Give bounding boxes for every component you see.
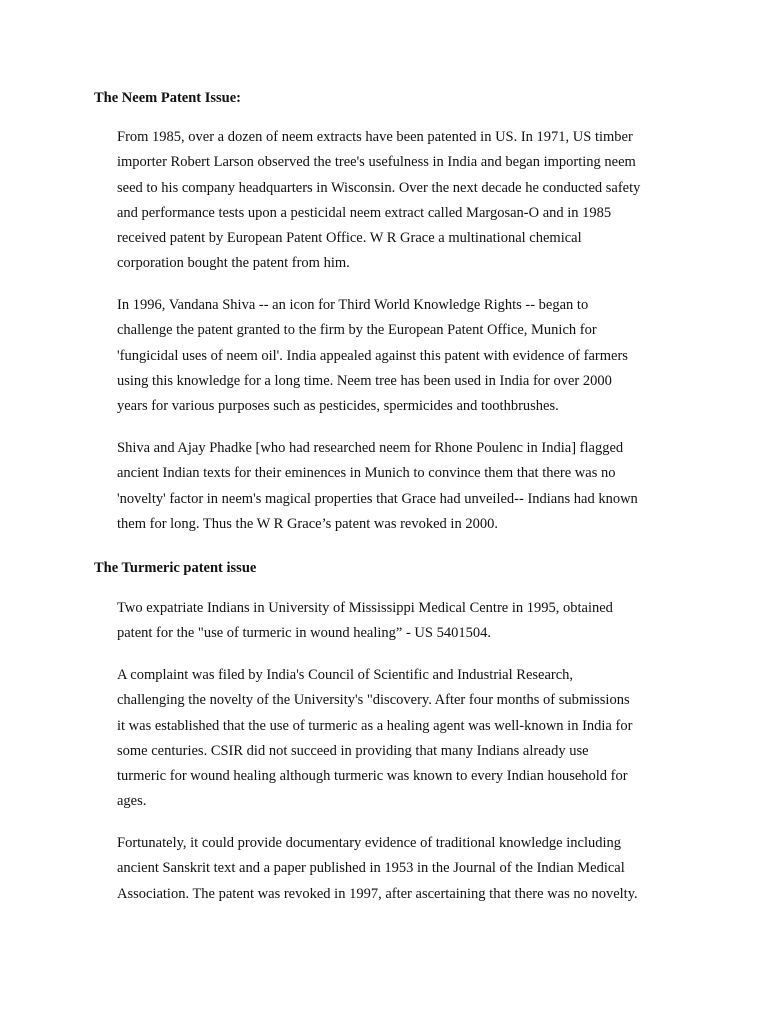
paragraph-neem-3: [117, 436, 657, 537]
text-line: them for long. Thus the W R Grace’s patent was revoked in 2000.: [117, 515, 498, 532]
text-line: Shiva and Ajay Phadke [who had researched neem for Rhone Poulenc in India] flagged: [117, 440, 624, 456]
text-line: 'novelty' factor in neem's magical properties that Grace had unveiled-- Indians had known: [117, 490, 638, 507]
text-line: turmeric for wound healing although turmeric was known to every Indian household for: [117, 768, 628, 785]
text-line: corporation bought the patent from him.: [117, 255, 350, 272]
text-line: Association. The patent was revoked in 1997, after ascertaining that there was no novelty.: [117, 885, 638, 902]
text-line: patent for the "use of turmeric in wound healing” - US 5401504.: [117, 625, 491, 642]
text-line: ancient Sanskrit text and a paper published in 1953 in the Journal of the Indian Medical: [117, 860, 625, 877]
section-heading-neem: The Neem Patent Issue:: [94, 90, 241, 106]
paragraph-turmeric-3: [117, 831, 657, 907]
text-line: Two expatriate Indians in University of Mississippi Medical Centre in 1995, obtained: [117, 600, 613, 616]
text-line: received patent by European Patent Office. W R Grace a multinational chemical: [117, 230, 582, 247]
text-line: Fortunately, it could provide documentary evidence of traditional knowledge including: [117, 835, 622, 851]
paragraph-neem-2: [117, 293, 657, 419]
paragraph-turmeric-2: [117, 663, 657, 815]
text-line: some centuries. CSIR did not succeed in providing that many Indians already use: [117, 742, 589, 759]
text-line: From 1985, over a dozen of neem extracts have been patented in US. In 1971, US timber: [117, 129, 633, 145]
text-line: 'fungicidal uses of neem oil'. India appealed against this patent with evidence of farmers: [117, 347, 628, 364]
text-line: challenging the novelty of the University's "discovery. After four months of submissions: [117, 692, 630, 709]
text-line: and performance tests upon a pesticidal neem extract called Margosan-O and in 1985: [117, 204, 612, 221]
text-line: importer Robert Larson observed the tree's usefulness in India and began importing neem: [117, 154, 636, 171]
text-line: In 1996, Vandana Shiva -- an icon for Third World Knowledge Rights -- began to: [117, 297, 589, 313]
paragraph-neem-1: [117, 125, 657, 277]
text-line: A complaint was filed by India's Council of Scientific and Industrial Research,: [117, 667, 574, 683]
section-heading-turmeric: The Turmeric patent issue: [94, 560, 257, 576]
text-line: challenge the patent granted to the firm by the European Patent Office, Munich for: [117, 322, 597, 339]
text-line: using this knowledge for a long time. Neem tree has been used in India for over 2000: [117, 372, 612, 389]
paragraph-turmeric-1: [117, 596, 657, 647]
text-line: years for various purposes such as pesticides, spermicides and toothbrushes.: [117, 398, 559, 415]
text-line: seed to his company headquarters in Wisconsin. Over the next decade he conducted safety: [117, 179, 641, 196]
text-line: ancient Indian texts for their eminences in Munich to convince them that there was no: [117, 465, 616, 482]
text-line: ages.: [117, 793, 147, 810]
text-line: it was established that the use of turmeric as a healing agent was well-known in India for: [117, 717, 633, 734]
